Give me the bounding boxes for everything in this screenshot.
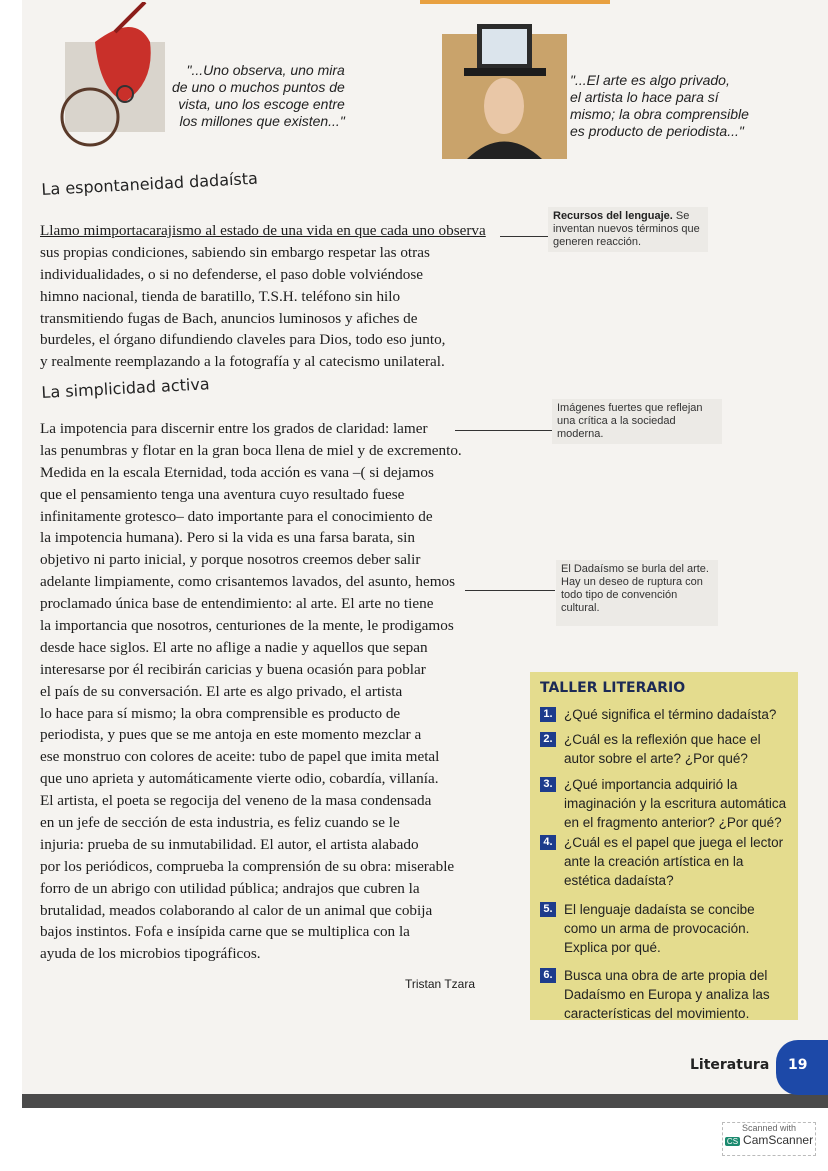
watermark-line: Scanned with	[741, 1123, 797, 1133]
page-number: 19	[776, 1040, 828, 1095]
quote-line: mismo; la obra comprensible	[570, 106, 749, 122]
question-number: 5.	[540, 902, 556, 917]
watermark-line: CamScanner	[743, 1133, 814, 1147]
text-line: en un jefe de sección de esta industria, es feliz cuando se le	[40, 814, 400, 832]
text-line: la impotencia humana). Pero si la vida es una farsa barata, sin	[40, 529, 415, 547]
text-line: que uno aprieta y automáticamente vierte odio, cobardía, villanía.	[40, 770, 439, 788]
section-heading: La espontaneidad dadaísta	[41, 168, 259, 199]
text-line: Llamo mimportacarajismo al estado de una vida en que cada uno observa	[40, 222, 486, 239]
annotation-leader	[455, 430, 552, 431]
annotation-leader	[465, 590, 555, 591]
text-line: las penumbras y flotar en la gran boca llena de miel y de excremento.	[40, 441, 462, 459]
quote-line: es producto de periodista..."	[570, 123, 744, 139]
text-line: lo hace para sí mismo; la obra comprensible es producto de	[40, 704, 401, 722]
text-line: himno nacional, tienda de baratillo, T.S.H. teléfono sin hilo	[40, 287, 401, 305]
question-item	[540, 833, 790, 890]
author: Tristan Tzara	[405, 977, 476, 991]
question-text: ¿Cuál es el papel que juega el lector ante la creación artística en la estética dadaísta?	[564, 835, 784, 888]
margin-note: Imágenes fuertes que reflejan una crítica a la sociedad moderna.	[552, 399, 722, 444]
section2-body	[40, 418, 462, 965]
annotation-leader	[500, 236, 548, 237]
text-line: brutalidad, meados colaborando al calor de un animal que cobija	[40, 901, 433, 919]
margin-note	[548, 207, 708, 252]
text-line: interesarse por él recibirán caricias y buena ocasión para poblar	[40, 660, 426, 678]
dada-collage-illustration-1	[55, 2, 175, 152]
magritte-illustration	[442, 24, 567, 159]
text-line: desde hace siglos. El arte no aflige a nadie y aquellos que sepan	[40, 638, 428, 656]
text-line: la importancia que nosotros, centuriones de la mente, le prodigamos	[40, 617, 454, 635]
text-line: que el pensamiento tenga una aventura cuyo resultado fuese	[40, 485, 405, 503]
question-text: El lenguaje dadaísta se concibe como un arma de provocación. Explica por qué.	[564, 902, 755, 955]
note-text: Se inventan nuevos términos que generen reacción.	[553, 210, 700, 248]
text-line: y realmente reemplazando a la fotografía y al catecismo unilateral.	[40, 353, 445, 371]
top-accent-bar	[420, 0, 610, 4]
question-number: 1.	[540, 707, 556, 722]
text-line: adelante limpiamente, como crisantemos lavados, del asunto, hemos	[40, 573, 456, 591]
camscanner-watermark	[722, 1122, 816, 1156]
question-item	[540, 966, 790, 1023]
note-bold: Recursos del lenguaje.	[553, 210, 673, 222]
quote-line: de uno o muchos puntos de	[172, 79, 345, 95]
camscanner-logo-icon: CS	[726, 1137, 739, 1146]
text-line: periodista, y pues que se me antoja en este momento mezclar a	[40, 726, 422, 744]
text-line: bajos instintos. Fofa e insípida carne que se multiplica con la	[40, 923, 410, 941]
question-number: 2.	[540, 732, 556, 747]
question-number: 3.	[540, 777, 556, 792]
text-line: proclamado única base de entendimiento: al arte. El arte no tiene	[40, 595, 434, 613]
question-number: 4.	[540, 835, 556, 850]
text-line: ese monstruo con colores de aceite: tubo de papel que imita metal	[40, 748, 440, 766]
text-line: transmitiendo fugas de Bach, anuncios luminosos y afiches de	[40, 309, 418, 327]
text-line: individualidades, o si no defenderse, el paso doble volviéndose	[40, 265, 423, 283]
quote-line: vista, uno los escoge entre	[178, 96, 345, 112]
question-item	[540, 900, 790, 957]
text-line: por los periódicos, comprueba la comprensión de su obra: miserable	[40, 857, 455, 875]
text-line: La impotencia para discernir entre los grados de claridad: lamer	[40, 420, 428, 437]
text-line: injuria: prueba de su inmutabilidad. El autor, el artista alabado	[40, 835, 419, 853]
text-line: infinitamente grotesco– dato importante para el conocimiento de	[40, 507, 433, 525]
question-text: ¿Cuál es la reflexión que hace el autor sobre el arte? ¿Por qué?	[564, 732, 761, 766]
section-heading: La simplicidad activa	[41, 374, 211, 402]
quote-left	[172, 62, 345, 130]
footer-section-label: Literatura	[690, 1057, 770, 1073]
question-text: ¿Qué importancia adquirió la imaginación y la escritura automática en el fragmento anterior? ¿Por qué?	[564, 777, 787, 830]
quote-line: "...Uno observa, uno mira	[186, 62, 345, 78]
question-text: ¿Qué significa el término dadaísta?	[564, 707, 777, 722]
margin-note: El Dadaísmo se burla del arte. Hay un deseo de ruptura con todo tipo de convención cultural.	[556, 560, 718, 626]
text-line: el país de su conversación. El arte es algo privado, el artista	[40, 682, 403, 700]
page-edge	[22, 1094, 828, 1108]
question-number: 6.	[540, 968, 556, 983]
text-line: forro de un abrigo con utilidad pública; andrajos que cubren la	[40, 879, 420, 897]
question-item	[540, 775, 790, 832]
text-line: objetivo ni parto inicial, y porque nosotros creemos deber salir	[40, 551, 421, 569]
text-line: burdeles, el órgano difundiendo claveles para Dios, todo eso junto,	[40, 331, 446, 349]
question-item	[540, 730, 790, 768]
quote-right	[570, 72, 749, 140]
question-item	[540, 705, 790, 724]
quote-line: "...El arte es algo privado,	[570, 72, 730, 88]
quote-line: los millones que existen..."	[179, 113, 345, 129]
quote-line: el artista lo hace para sí	[570, 89, 719, 105]
question-text: Busca una obra de arte propia del Dadaísmo en Europa y analiza las características del movimiento.	[564, 968, 770, 1021]
taller-title: TALLER LITERARIO	[540, 680, 686, 696]
text-line: ayuda de los microbios tipográficos.	[40, 945, 261, 963]
text-line: Medida en la escala Eternidad, toda acción es vana –( si dejamos	[40, 463, 434, 481]
text-line: El artista, el poeta se regocija del veneno de la masa condensada	[40, 792, 432, 810]
text-line: sus propias condiciones, sabiendo sin embargo respetar las otras	[40, 243, 430, 261]
section1-body	[40, 220, 486, 373]
